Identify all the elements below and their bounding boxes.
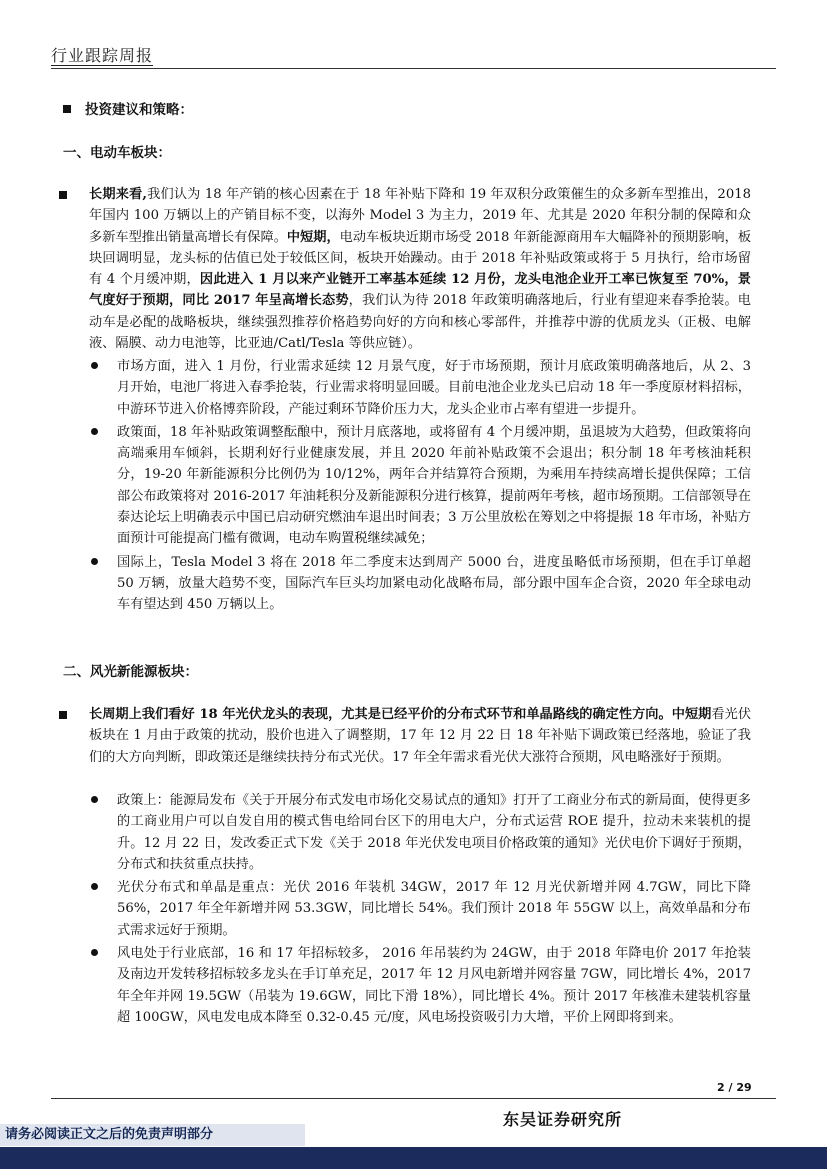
section1-para-text-1: 我们认为 18 年产销的核心因素在于 18 年补贴下降和 19 年双积分政策催生的众多新车型推出，2018 年国内 100 万辆以上的产销目标不变，以海外 Model 3 为主力，2019 年、尤其是 2020 年积分制的保障和众多新车型推出销量高增长有保障。 [89,187,751,245]
list-item [117,422,751,550]
bullet-dot-icon [91,949,98,956]
bullet-text: 市场方面，进入 1 月份，行业需求延续 12 月景气度，好于市场预期，预计月底政策明确落地后，从 2、3 月开始，电池厂将进入春季抢装，行业需求将明显回暖。目前电池企业龙头已启动 18 年一季度原材料招标，中游环节进入价格博弈阶段，产能过剩环节降价压力大，龙头企业市占率有望进一步提升。 [117,359,751,417]
square-bullet-icon [59,711,67,719]
bullet-text: 国际上，Tesla Model 3 将在 2018 年二季度末达到周产 5000 台，进度虽略低市场预期，但在手订单超 50 万辆，放量大趋势不变，国际汽车巨头均加紧电动化战略布局，部分跟中国车企合资，2020 年全球电动车有望达到 450 万辆以上。 [117,554,751,613]
square-bullet-icon [63,105,71,113]
page-number: 2 / 29 [717,1081,752,1094]
bullet-dot-icon [91,428,98,435]
section1-para-bold-1: 长期来看, [89,187,147,202]
section2-bullet-list [117,790,751,1030]
section1-bullet-list [117,356,751,618]
bullet-text: 风电处于行业底部，16 和 17 年招标较多， 2016 年吊装约为 24GW，由于 2018 年降电价 2017 年抢装及南边开发转移招标较多龙头在手订单充足，2017 年 12 月风电新增并网容量 7GW，同比增长 4%，2017 年全年并网 19.5GW（吊装为 19.6GW，同比下滑 18%），同比增长 4%。预计 2017 年核准未建装机容量超 100GW，风电发电成本降至 0.32-0.45 元/度，风电场投资吸引力大增，平价上网即将到来。 [117,946,751,1025]
section1-heading: 一、电动车板块： [63,145,171,161]
list-item [117,790,751,875]
header-divider [51,68,776,69]
square-bullet-icon [59,191,67,199]
list-item [117,877,751,941]
list-item [117,943,751,1028]
disclaimer-banner: 请务必阅读正文之后的免责声明部分 [0,1124,305,1146]
bullet-text: 政策上：能源局发布《关于开展分布式发电市场化交易试点的通知》打开了工商业分布式的新局面，使得更多的工商业用户可以自发自用的模式售电给同台区下的用电大户，分布式运营 ROE 提升，拉动未来装机的提升。12 月 22 日，发改委正式下发《关于 2018 年光伏发电项目价格政策的通知》光伏电价下调好于预期，分布式和扶贫重点扶持。 [117,793,751,872]
section2-paragraph [89,704,751,768]
section1-para-bold-2: 中短期， [286,229,340,245]
section1-paragraph [89,184,751,354]
bullet-dot-icon [91,362,98,369]
bullet-dot-icon [91,558,98,565]
bullet-dot-icon [91,883,98,890]
section1-para-bold-3: 因此进入 1 月以来产业链开工率基本延续 12 月份，龙头电池企业开工率已恢复至 70%，景气度好于预期，同比 2017 年呈高增长态势 [89,272,751,309]
section2-heading: 二、风光新能源板块： [63,664,198,680]
section1-para-text-2: 电动车板块近期市场受 2018 年新能源商用车大幅降补的预期影响，板块回调明显，龙头标的估值已处于较低区间，板块开始躁动。由于 2018 年补贴政策或将于 5 月执行，给市场留有 4 个月缓冲期， [89,229,752,288]
brand-name: 东吴证券研究所 [503,1110,623,1129]
bullet-text: 光伏分布式和单晶是重点：光伏 2016 年装机 34GW，2017 年 12 月光伏新增并网 4.7GW，同比下降 56%，2017 年全年新增并网 53.3GW，同比增长 54%。我们预计 2018 年 55GW 以上，高效单晶和分布式需求远好于预期。 [117,880,751,938]
footer-band [0,1147,827,1169]
list-item [117,552,751,616]
section1-para-text-3: ，我们认为待 2018 年政策明确落地后，行业有望迎来春季抢装。电动车是必配的战略板块，继续强烈推荐价格趋势向好的方向和核心零部件，并推荐中游的优质龙头（正极、电解液、隔膜、动力电池等，比亚迪/Catl/Tesla 等供应链）。 [89,293,751,352]
footer-divider [51,1098,776,1099]
list-item [117,356,751,420]
bullet-text: 政策面，18 年补贴政策调整酝酿中，预计月底落地，或将留有 4 个月缓冲期，虽退坡为大趋势，但政策将向高端乘用车倾斜，长期利好行业健康发展，并且 2020 年前补贴政策不会退出；积分制 18 年考核油耗积分，19-20 年新能源积分比例仍为 10/12%，两年合并结算符合预期，为乘用车持续高增长提供保障；工信部公布政策将对 2016-2017 年油耗积分及新能源积分进行核算，提前两年考核，超市场预期。工信部领导在泰达论坛上明确表示中国已启动研究燃油车退出时间表；3 万公里放松在筹划之中将提振 18 年市场，补贴方面预计可能提高门槛有微调，电动车购置税继续减免； [117,424,751,547]
bullet-dot-icon [91,796,98,803]
section2-para-text-1: 看光伏板块在 1 月由于政策的扰动，股价也进入了调整期，17 年 12 月 22 日 18 年补贴下调政策已经落地，验证了我们的大方向判断，即政策还是继续扶持分布式光伏。17 年全年需求看光伏大涨符合预期，风电略涨好于预期。 [89,707,752,765]
section2-para-bold-1: 长周期上我们看好 18 年光伏龙头的表现，尤其是已经平价的分布式环节和单晶路线的确定性方向。中短期 [89,707,712,722]
section-intro-label: 投资建议和策略： [85,102,193,118]
section-intro-heading [63,100,193,120]
report-type-title: 行业跟踪周报 [51,46,154,65]
